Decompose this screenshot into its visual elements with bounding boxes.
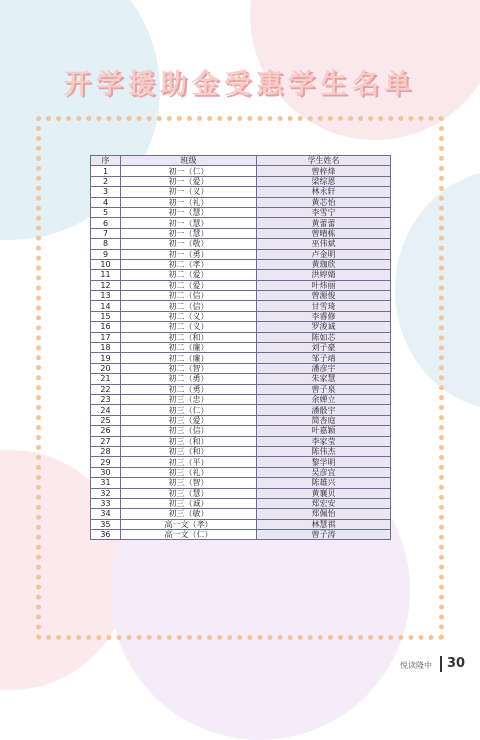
- table-row: [91, 426, 391, 436]
- row-student-name: 郑佩怡: [257, 509, 391, 519]
- row-class: 初三（仁）: [121, 405, 257, 415]
- row-index: 13: [91, 291, 121, 301]
- row-student-name: 叶嘉颖: [257, 426, 391, 436]
- row-index: 11: [91, 270, 121, 280]
- row-index: 1: [91, 166, 121, 176]
- row-class: 初二（和）: [121, 332, 257, 342]
- table-row: [91, 343, 391, 353]
- row-class: 初二（勇）: [121, 374, 257, 384]
- row-class: 初三（忠）: [121, 394, 257, 404]
- page-title: 开学援助金受惠学生名单: [64, 69, 416, 100]
- row-student-name: 李雪宁: [257, 207, 391, 217]
- row-index: 14: [91, 301, 121, 311]
- row-student-name: 李睿修: [257, 311, 391, 321]
- row-student-name: 吴彦宜: [257, 467, 391, 477]
- row-class: 初三（诚）: [121, 498, 257, 508]
- row-class: 初一（礼）: [121, 197, 257, 207]
- row-class: 初一（义）: [121, 187, 257, 197]
- row-index: 5: [91, 207, 121, 217]
- table-row: [91, 436, 391, 446]
- row-index: 30: [91, 467, 121, 477]
- table-row: [91, 187, 391, 197]
- table-row: [91, 207, 391, 217]
- header-student-name: 学生姓名: [257, 156, 391, 166]
- row-index: 4: [91, 197, 121, 207]
- table-row: [91, 197, 391, 207]
- table-row: [91, 353, 391, 363]
- row-class: 初一（慧）: [121, 218, 257, 228]
- row-index: 10: [91, 259, 121, 269]
- row-student-name: 巫伟斌: [257, 239, 391, 249]
- row-index: 25: [91, 415, 121, 425]
- row-index: 12: [91, 280, 121, 290]
- row-class: 初三（智）: [121, 478, 257, 488]
- row-index: 16: [91, 322, 121, 332]
- row-index: 26: [91, 426, 121, 436]
- row-class: 初二（信）: [121, 291, 257, 301]
- row-student-name: 简杏庭: [257, 415, 391, 425]
- row-class: 初二（孝）: [121, 259, 257, 269]
- table-row: [91, 280, 391, 290]
- row-index: 8: [91, 239, 121, 249]
- row-student-name: 朱家慧: [257, 374, 391, 384]
- table-row: [91, 530, 391, 540]
- table-row: [91, 446, 391, 456]
- row-class: 初三（和）: [121, 436, 257, 446]
- row-index: 18: [91, 343, 121, 353]
- row-class: 初一（仁）: [121, 166, 257, 176]
- row-student-name: 黎学明: [257, 457, 391, 467]
- row-index: 15: [91, 311, 121, 321]
- row-student-name: 黄珈欣: [257, 259, 391, 269]
- row-index: 20: [91, 363, 121, 373]
- table-header-row: [91, 156, 391, 166]
- row-student-name: 李家莹: [257, 436, 391, 446]
- row-student-name: 林永轩: [257, 187, 391, 197]
- table-row: [91, 457, 391, 467]
- row-index: 29: [91, 457, 121, 467]
- row-student-name: 卢金明: [257, 249, 391, 259]
- row-index: 28: [91, 446, 121, 456]
- row-student-name: 潘彦宇: [257, 363, 391, 373]
- table-row: [91, 394, 391, 404]
- table-row: [91, 498, 391, 508]
- row-index: 34: [91, 509, 121, 519]
- table-row: [91, 478, 391, 488]
- row-index: 9: [91, 249, 121, 259]
- row-index: 23: [91, 394, 121, 404]
- table-row: [91, 363, 391, 373]
- row-index: 3: [91, 187, 121, 197]
- row-class: 初三（礼）: [121, 467, 257, 477]
- row-index: 35: [91, 519, 121, 529]
- row-index: 32: [91, 488, 121, 498]
- row-student-name: 郑宏安: [257, 498, 391, 508]
- table-row: [91, 301, 391, 311]
- table-row: [91, 467, 391, 477]
- row-student-name: 黄襄贝: [257, 488, 391, 498]
- table-row: [91, 249, 391, 259]
- row-student-name: 陈伟杰: [257, 446, 391, 456]
- row-index: 22: [91, 384, 121, 394]
- table-body: [91, 166, 391, 540]
- row-student-name: 林慧祺: [257, 519, 391, 529]
- row-student-name: 梁综恩: [257, 176, 391, 186]
- row-student-name: 曾子泉: [257, 384, 391, 394]
- row-index: 21: [91, 374, 121, 384]
- table-row: [91, 291, 391, 301]
- table-row: [91, 218, 391, 228]
- table-row: [91, 405, 391, 415]
- table-row: [91, 311, 391, 321]
- row-class: 初二（义）: [121, 311, 257, 321]
- publication-name: 悦读隆中: [400, 661, 432, 670]
- row-index: 6: [91, 218, 121, 228]
- row-class: 初三（和）: [121, 446, 257, 456]
- row-student-name: 余婵立: [257, 394, 391, 404]
- row-index: 33: [91, 498, 121, 508]
- header-class: 班级: [121, 156, 257, 166]
- row-class: 初二（爱）: [121, 270, 257, 280]
- row-class: 初三（慧）: [121, 488, 257, 498]
- row-student-name: 罗浚诚: [257, 322, 391, 332]
- table-row: [91, 228, 391, 238]
- row-index: 27: [91, 436, 121, 446]
- table-row: [91, 519, 391, 529]
- row-class: 初二（信）: [121, 301, 257, 311]
- row-class: 初二（勇）: [121, 384, 257, 394]
- row-student-name: 刘子豪: [257, 343, 391, 353]
- row-class: 初二（廉）: [121, 353, 257, 363]
- row-class: 高一文（孝）: [121, 519, 257, 529]
- row-student-name: 陈如芯: [257, 332, 391, 342]
- row-student-name: 黄蕾蕾: [257, 218, 391, 228]
- row-student-name: 曾源俊: [257, 291, 391, 301]
- row-student-name: 甘雪琦: [257, 301, 391, 311]
- page-number: 30: [440, 656, 465, 672]
- table-row: [91, 374, 391, 384]
- row-student-name: 陈雄兴: [257, 478, 391, 488]
- row-class: 初三（爱）: [121, 415, 257, 425]
- row-student-name: 邹子靖: [257, 353, 391, 363]
- row-class: 初三（敏）: [121, 509, 257, 519]
- row-student-name: 潘骰宇: [257, 405, 391, 415]
- table-row: [91, 415, 391, 425]
- row-student-name: 洪婷婧: [257, 270, 391, 280]
- header-index: 序: [91, 156, 121, 166]
- row-index: 2: [91, 176, 121, 186]
- row-index: 19: [91, 353, 121, 363]
- row-student-name: 曾晴栋: [257, 228, 391, 238]
- row-student-name: 曾子涛: [257, 530, 391, 540]
- table-row: [91, 239, 391, 249]
- row-class: 高一文（仁）: [121, 530, 257, 540]
- row-student-name: 叶炜丽: [257, 280, 391, 290]
- student-list-table: [90, 155, 391, 540]
- table-row: [91, 509, 391, 519]
- table-row: [91, 332, 391, 342]
- row-class: 初三（平）: [121, 457, 257, 467]
- row-index: 36: [91, 530, 121, 540]
- row-class: 初二（廉）: [121, 343, 257, 353]
- row-class: 初三（信）: [121, 426, 257, 436]
- row-class: 初一（勇）: [121, 249, 257, 259]
- table-row: [91, 384, 391, 394]
- row-student-name: 曾梓烽: [257, 166, 391, 176]
- row-class: 初一（慧）: [121, 228, 257, 238]
- row-class: 初二（义）: [121, 322, 257, 332]
- row-index: 24: [91, 405, 121, 415]
- row-class: 初一（爱）: [121, 176, 257, 186]
- row-class: 初一（慧）: [121, 207, 257, 217]
- row-class: 初二（智）: [121, 363, 257, 373]
- table-row: [91, 176, 391, 186]
- table-row: [91, 166, 391, 176]
- row-index: 31: [91, 478, 121, 488]
- row-index: 17: [91, 332, 121, 342]
- row-class: 初一（敬）: [121, 239, 257, 249]
- row-class: 初二（爱）: [121, 280, 257, 290]
- table-row: [91, 259, 391, 269]
- row-student-name: 黄芯怡: [257, 197, 391, 207]
- table-row: [91, 322, 391, 332]
- table-row: [91, 270, 391, 280]
- table-row: [91, 488, 391, 498]
- row-index: 7: [91, 228, 121, 238]
